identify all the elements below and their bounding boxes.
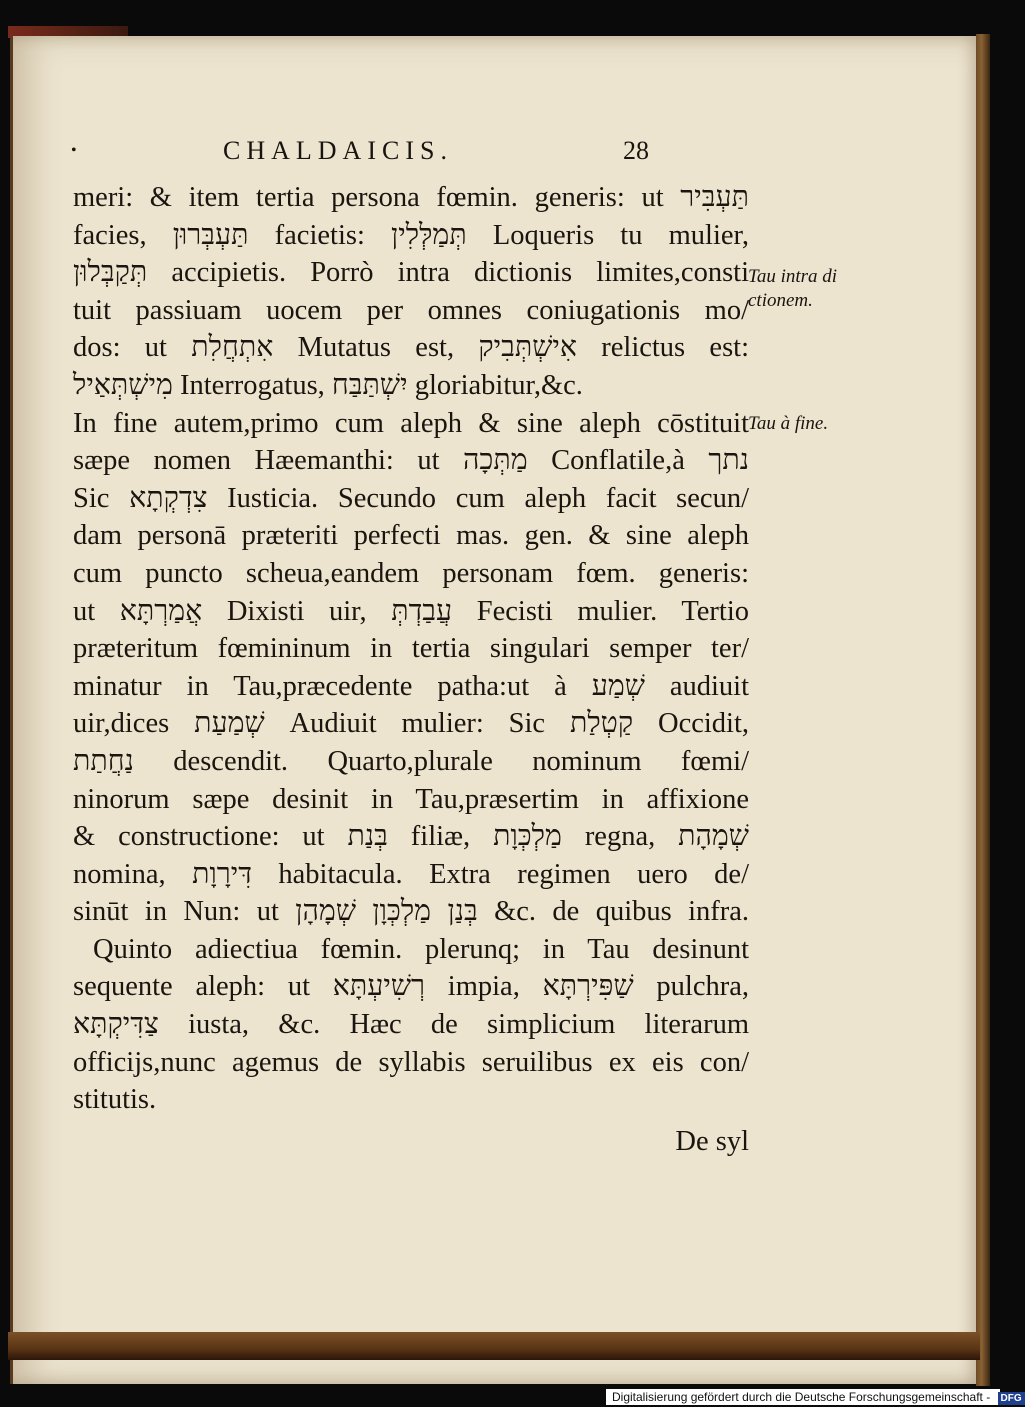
page-header — [13, 136, 979, 176]
marginal-note — [748, 265, 837, 313]
text-line: sæpe nomen Hæemanthi: ut מַתְּכָה Conflatile,à נתך — [73, 445, 749, 477]
text-line: Quinto adiectiua fœmin. plerunq; in Tau desinunt — [93, 933, 749, 965]
text-line: ninorum sæpe desinit in Tau,præsertim in affixione — [73, 783, 749, 815]
text-line: stitutis. — [73, 1084, 157, 1116]
marginal-note-text: Tau à fine. — [748, 413, 829, 434]
page-edge-bottom — [8, 1332, 980, 1360]
text-line: nomina, דִּירָוָת habitacula. Extra regimen uero de/ — [73, 858, 749, 890]
text-line: minatur in Tau,præcedente patha:ut à שְׁמַע audiuit — [73, 670, 750, 702]
text-line: sinūt in Nun: ut בְּנַן מַלְכְּוָן שְׁמָהָן &c. de quibus infra. — [73, 896, 750, 928]
catchword: De syl — [675, 1125, 749, 1157]
text-line: uir,dices שְׁמַעַת Audiuit mulier: Sic קַטְלַת Occidit, — [73, 708, 750, 740]
page-edge-right — [976, 34, 990, 1386]
text-line: cum puncto scheua,eandem personam fœm. generis: — [73, 557, 749, 589]
text-line: facies, תַּעְבְּרוּן facietis: תְּמַלְּלִין Loqueris tu mulier, — [73, 219, 749, 251]
page-number: 28 — [623, 136, 649, 165]
body-text — [73, 179, 749, 1160]
text-line: מִישְׁתְּאַיל Interrogatus, יִשְׁתַּבַּח gloriabitur,&c. — [73, 369, 583, 401]
footer-credit — [606, 1389, 1022, 1405]
text-line: præteritum fœmininum in tertia singulari semper ter/ — [73, 633, 749, 665]
running-head: CHALDAICIS. — [223, 136, 453, 165]
text-line: צַדִּיקְתָּא iusta, &c. Hæc de simplicium literarum — [73, 1009, 749, 1041]
text-line: meri: & item tertia persona fœmin. generis: ut תַּעְבִּיר — [73, 182, 749, 213]
book-page — [10, 36, 979, 1384]
footer-credit-text: Digitalisierung gefördert durch die Deutsche Forschungsgemeinschaft - — [612, 1390, 991, 1404]
text-line: & constructione: ut בְּנַת filiæ, מַלְכְּוָת regna, שְׁמָהָת — [73, 821, 749, 853]
text-line: dos: ut אִתְחֲלִת Mutatus est, אִישְׁתְּבִיק relictus est: — [73, 332, 750, 364]
dfg-logo: DFG — [998, 1392, 1025, 1405]
text-line: תְּקַבְּלוּן accipietis. Porrò intra dictionis limites,consti — [73, 257, 749, 289]
text-line: ut אֲמַרְתָּא Dixisti uir, עֲבַדְתְּ Fecisti mulier. Tertio — [73, 595, 749, 627]
text-line: tuit passiuam uocem per omnes coniugationis mo/ — [73, 294, 749, 326]
marginal-note-text: Tau intra di ctionem. — [748, 266, 838, 311]
text-line: נַחֲתַת descendit. Quarto,plurale nominum fœmi/ — [73, 745, 749, 777]
text-line: officijs,nunc agemus de syllabis seruilibus ex eis con/ — [73, 1046, 749, 1078]
marginal-note — [748, 412, 828, 436]
text-line: In fine autem,primo cum aleph & sine aleph cōstituit — [73, 407, 749, 439]
header-mark: • — [71, 142, 77, 159]
text-line: sequente aleph: ut רְשִׁיעְתָּא impia, שַׁפִּירְתָּא pulchra, — [73, 971, 750, 1003]
text-line: dam personā præteriti perfecti mas. gen. & sine aleph — [73, 520, 749, 552]
text-line: Sic צִדְקְתָא Iusticia. Secundo cum aleph facit secun/ — [73, 482, 749, 514]
